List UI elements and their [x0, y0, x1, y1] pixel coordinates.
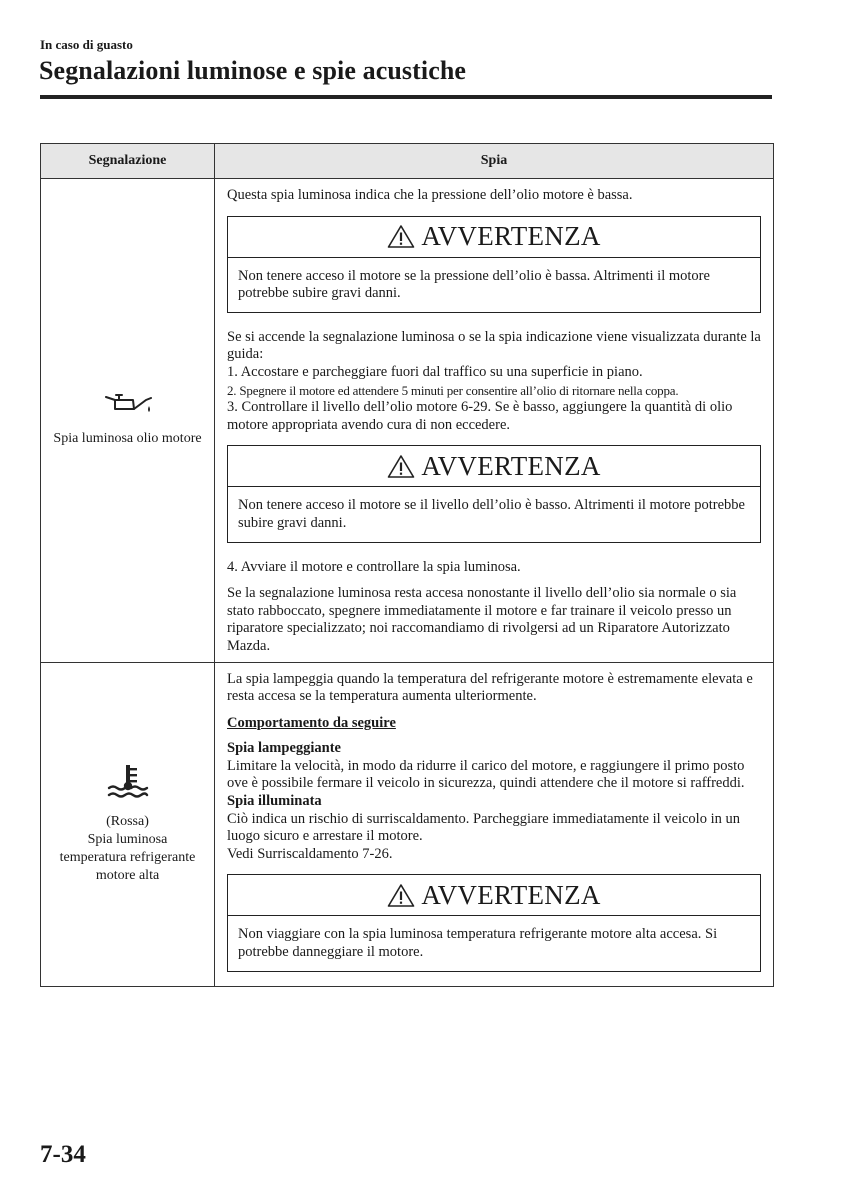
page-number: 7-34	[40, 1141, 86, 1168]
warning-text: Non tenere acceso il motore se il livello dell’olio è basso. Altrimenti il motore potrebbe subire gravi danni.	[238, 497, 745, 531]
title-rule	[40, 95, 772, 99]
see-also-text: Vedi Surriscaldamento 7-26.	[227, 845, 393, 862]
signal-cell	[41, 662, 215, 986]
warning-triangle-icon	[387, 454, 415, 479]
page-title: Segnalazioni luminose e spie acustiche	[39, 56, 467, 85]
warning-header	[228, 446, 760, 487]
warning-box	[227, 874, 761, 971]
warning-header	[228, 875, 760, 916]
step-item: 2. Spegnere il motore ed attendere 5 minuti per consentire all’olio di ritornare nella coppa.	[227, 382, 679, 398]
description-cell	[215, 179, 774, 663]
table-row	[41, 179, 774, 663]
warning-box	[227, 445, 761, 542]
column-header-spia: Spia	[215, 144, 774, 179]
closing-text: Se la segnalazione luminosa resta accesa nonostante il livello dell’olio sia normale o sia stato rabboccato, spegnere immediatamente il motore e far trainare il veicolo presso un riparatore specializzato; noi raccomandiamo di rivolgersi ad un Riparatore Autorizzato Mazda.	[227, 585, 737, 654]
lit-text: Ciò indica un rischio di surriscaldamento. Parcheggiare immediatamente il veicolo in un luogo sicuro e arrestare il motore.	[227, 810, 740, 845]
warning-title: AVVERTENZA	[421, 220, 601, 251]
warning-header	[228, 217, 760, 258]
warning-box	[227, 216, 761, 313]
flashing-text: Limitare la velocità, in modo da ridurre il carico del motore, e raggiungere il primo posto ove è possibile fermare il veicolo in sicurezza, quindi attendere che il motore si raffreddi.	[227, 757, 745, 792]
lit-heading: Spia illuminata	[227, 793, 322, 810]
warning-text: Non viaggiare con la spia luminosa temperatura refrigerante motore alta accesa. Si potrebbe danneggiare il motore.	[238, 926, 718, 961]
signal-cell	[41, 179, 215, 663]
signal-color: (Rossa)	[106, 814, 149, 830]
intro-text: Questa spia luminosa indica che la pressione dell’olio motore è bassa.	[227, 187, 633, 203]
intro-text: La spia lampeggia quando la temperatura del refrigerante motore è estremamente elevata e resta accesa se la temperatura aumenta ulteriormente.	[227, 670, 753, 705]
warning-title: AVVERTENZA	[421, 450, 601, 481]
step-item: 1. Accostare e parcheggiare fuori dal traffico su una superficie in piano.	[227, 363, 643, 380]
section-label: In caso di guasto	[40, 37, 133, 52]
flashing-heading: Spia lampeggiante	[227, 740, 341, 757]
warning-text: Non tenere acceso il motore se la pressione dell’olio è bassa. Altrimenti il motore potrebbe subire gravi danni.	[238, 267, 710, 302]
signal-label: Spia luminosa temperatura refrigerante motore alta	[59, 832, 196, 884]
description-cell	[215, 662, 774, 986]
column-header-segnalazione: Segnalazione	[41, 144, 215, 179]
warning-lights-table	[40, 143, 773, 987]
table-header-row	[41, 144, 774, 179]
steps-intro: Se si accende la segnalazione luminosa o se la spia indicazione viene visualizzata durante la guida:	[227, 328, 761, 363]
warning-triangle-icon	[387, 883, 415, 908]
warning-triangle-icon	[387, 224, 415, 249]
table-row	[41, 662, 774, 986]
step-item: 4. Avviare il motore e controllare la spia luminosa.	[227, 558, 521, 575]
signal-label: Spia luminosa olio motore	[53, 431, 202, 447]
step-item: 3. Controllare il livello dell’olio motore 6-29. Se è basso, aggiungere la quantità di olio motore appropriata avendo cura di non eccedere.	[227, 399, 733, 433]
warning-title: AVVERTENZA	[421, 879, 601, 910]
behavior-heading: Comportamento da seguire	[227, 714, 396, 731]
oil-can-icon	[102, 392, 154, 418]
coolant-temperature-icon	[106, 763, 150, 799]
